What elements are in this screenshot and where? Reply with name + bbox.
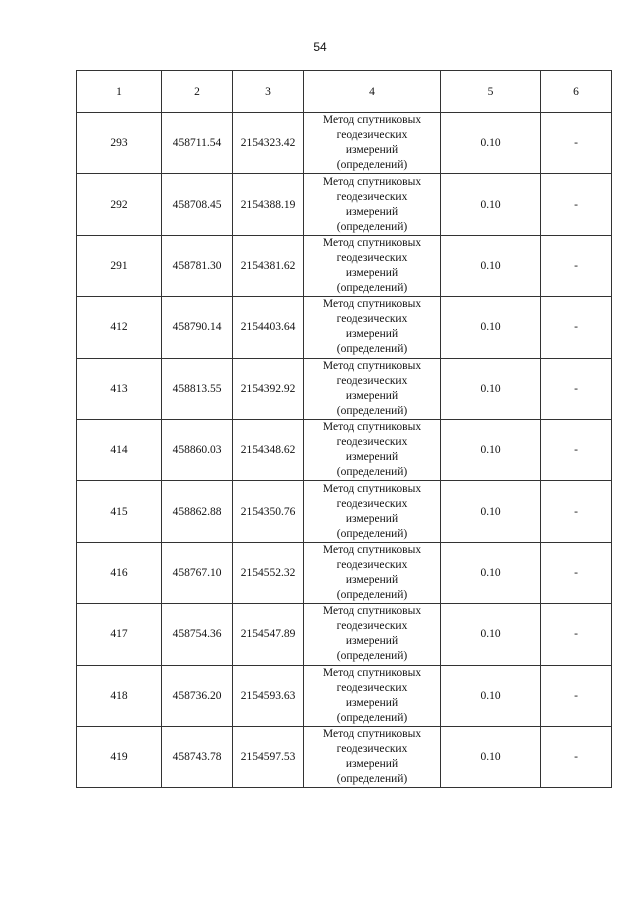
- y-coordinate-cell: 2154323.42: [233, 113, 304, 174]
- point-number-cell: 416: [77, 542, 162, 603]
- y-coordinate-cell: 2154392.92: [233, 358, 304, 419]
- method-line: Метод спутниковых: [322, 605, 422, 618]
- point-number-cell: 417: [77, 604, 162, 665]
- x-coordinate-cell: 458790.14: [162, 297, 233, 358]
- x-coordinate-cell: 458708.45: [162, 174, 233, 235]
- x-coordinate-cell: 458754.36: [162, 604, 233, 665]
- accuracy-cell: 0.10: [441, 542, 541, 603]
- table-row: [77, 665, 612, 726]
- method-line: (определений): [336, 281, 408, 294]
- method-line: измерений: [345, 758, 399, 771]
- point-number-cell: 413: [77, 358, 162, 419]
- header-col-2: 2: [162, 71, 233, 113]
- method-line: (определений): [336, 220, 408, 233]
- method-line: (определений): [336, 711, 408, 724]
- method-line: измерений: [345, 144, 399, 157]
- point-number-cell: 415: [77, 481, 162, 542]
- method-line: (определений): [336, 159, 408, 172]
- method-line: (определений): [336, 343, 408, 356]
- coordinates-table: [76, 70, 612, 788]
- header-col-6: 6: [541, 71, 612, 113]
- point-number-cell: 293: [77, 113, 162, 174]
- header-col-3: 3: [233, 71, 304, 113]
- x-coordinate-cell: 458711.54: [162, 113, 233, 174]
- method-line: измерений: [345, 451, 399, 464]
- table-row: [77, 542, 612, 603]
- method-cell: [304, 419, 441, 480]
- method-cell: [304, 174, 441, 235]
- method-line: (определений): [336, 588, 408, 601]
- table-row: [77, 481, 612, 542]
- x-coordinate-cell: 458736.20: [162, 665, 233, 726]
- y-coordinate-cell: 2154547.89: [233, 604, 304, 665]
- note-cell: -: [541, 358, 612, 419]
- point-number-cell: 412: [77, 297, 162, 358]
- x-coordinate-cell: 458781.30: [162, 235, 233, 296]
- method-line: Метод спутниковых: [322, 421, 422, 434]
- y-coordinate-cell: 2154348.62: [233, 419, 304, 480]
- note-cell: -: [541, 297, 612, 358]
- point-number-cell: 292: [77, 174, 162, 235]
- note-cell: -: [541, 113, 612, 174]
- method-line: измерений: [345, 512, 399, 525]
- note-cell: -: [541, 419, 612, 480]
- method-line: геодезических: [336, 620, 408, 633]
- header-col-4: 4: [304, 71, 441, 113]
- point-number-cell: 418: [77, 665, 162, 726]
- note-cell: -: [541, 174, 612, 235]
- header-row: [77, 71, 612, 113]
- y-coordinate-cell: 2154388.19: [233, 174, 304, 235]
- x-coordinate-cell: 458813.55: [162, 358, 233, 419]
- method-line: измерений: [345, 328, 399, 341]
- x-coordinate-cell: 458862.88: [162, 481, 233, 542]
- method-line: измерений: [345, 205, 399, 218]
- method-cell: [304, 726, 441, 787]
- method-cell: [304, 542, 441, 603]
- method-line: (определений): [336, 650, 408, 663]
- method-line: измерений: [345, 635, 399, 648]
- table-row: [77, 297, 612, 358]
- method-line: (определений): [336, 404, 408, 417]
- accuracy-cell: 0.10: [441, 604, 541, 665]
- page-number: 54: [313, 40, 327, 54]
- method-line: геодезических: [336, 558, 408, 571]
- method-line: (определений): [336, 773, 408, 786]
- method-cell: [304, 113, 441, 174]
- method-line: Метод спутниковых: [322, 298, 422, 311]
- y-coordinate-cell: 2154552.32: [233, 542, 304, 603]
- note-cell: -: [541, 542, 612, 603]
- x-coordinate-cell: 458743.78: [162, 726, 233, 787]
- method-cell: [304, 665, 441, 726]
- note-cell: -: [541, 604, 612, 665]
- accuracy-cell: 0.10: [441, 726, 541, 787]
- accuracy-cell: 0.10: [441, 665, 541, 726]
- y-coordinate-cell: 2154597.53: [233, 726, 304, 787]
- method-cell: [304, 297, 441, 358]
- table-row: [77, 174, 612, 235]
- x-coordinate-cell: 458767.10: [162, 542, 233, 603]
- y-coordinate-cell: 2154381.62: [233, 235, 304, 296]
- accuracy-cell: 0.10: [441, 358, 541, 419]
- method-line: геодезических: [336, 374, 408, 387]
- method-line: (определений): [336, 466, 408, 479]
- method-cell: [304, 604, 441, 665]
- table-row: [77, 726, 612, 787]
- method-line: измерений: [345, 266, 399, 279]
- y-coordinate-cell: 2154593.63: [233, 665, 304, 726]
- accuracy-cell: 0.10: [441, 481, 541, 542]
- table-header: [77, 71, 612, 113]
- point-number-cell: 414: [77, 419, 162, 480]
- method-line: геодезических: [336, 129, 408, 142]
- method-line: Метод спутниковых: [322, 175, 422, 188]
- method-line: геодезических: [336, 743, 408, 756]
- table-row: [77, 358, 612, 419]
- y-coordinate-cell: 2154403.64: [233, 297, 304, 358]
- method-line: измерений: [345, 696, 399, 709]
- x-coordinate-cell: 458860.03: [162, 419, 233, 480]
- accuracy-cell: 0.10: [441, 174, 541, 235]
- accuracy-cell: 0.10: [441, 235, 541, 296]
- y-coordinate-cell: 2154350.76: [233, 481, 304, 542]
- method-line: геодезических: [336, 251, 408, 264]
- method-cell: [304, 481, 441, 542]
- method-line: измерений: [345, 573, 399, 586]
- method-cell: [304, 235, 441, 296]
- header-col-5: 5: [441, 71, 541, 113]
- table-row: [77, 235, 612, 296]
- note-cell: -: [541, 481, 612, 542]
- method-line: геодезических: [336, 497, 408, 510]
- method-line: Метод спутниковых: [322, 482, 422, 495]
- method-line: (определений): [336, 527, 408, 540]
- table-row: [77, 419, 612, 480]
- method-line: Метод спутниковых: [322, 728, 422, 741]
- note-cell: -: [541, 235, 612, 296]
- method-line: геодезических: [336, 436, 408, 449]
- header-col-1: 1: [77, 71, 162, 113]
- accuracy-cell: 0.10: [441, 419, 541, 480]
- note-cell: -: [541, 726, 612, 787]
- method-line: Метод спутниковых: [322, 666, 422, 679]
- method-line: Метод спутниковых: [322, 359, 422, 372]
- method-line: Метод спутниковых: [322, 236, 422, 249]
- note-cell: -: [541, 665, 612, 726]
- method-line: геодезических: [336, 681, 408, 694]
- method-line: измерений: [345, 389, 399, 402]
- accuracy-cell: 0.10: [441, 297, 541, 358]
- accuracy-cell: 0.10: [441, 113, 541, 174]
- method-line: Метод спутниковых: [322, 114, 422, 127]
- table-row: [77, 604, 612, 665]
- table-body: [77, 113, 612, 788]
- method-line: геодезических: [336, 313, 408, 326]
- point-number-cell: 291: [77, 235, 162, 296]
- method-line: Метод спутниковых: [322, 543, 422, 556]
- method-line: геодезических: [336, 190, 408, 203]
- method-cell: [304, 358, 441, 419]
- point-number-cell: 419: [77, 726, 162, 787]
- table-row: [77, 113, 612, 174]
